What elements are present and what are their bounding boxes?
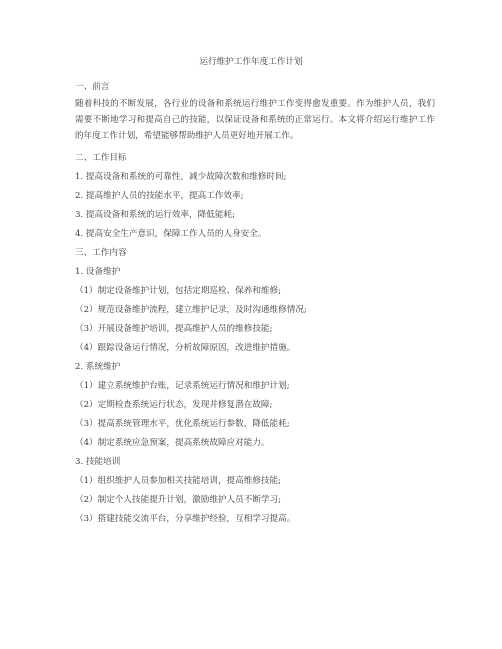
- preface-paragraph: 随着科技的不断发展，各行业的设备和系统运行维护工作变得愈发重要。作为维护人员，我们需要不断地学习和提高自己的技能，以保证设备和系统的正常运行。本文将介绍运行维护工作的年度工作计划，希望能够帮助维护人员更好地开展工作。: [75, 99, 435, 141]
- system-item: （3）提高系统管理水平，优化系统运行参数，降低能耗;: [75, 419, 290, 429]
- system-heading: 2. 系统维护: [75, 362, 121, 372]
- goal-item: 4. 提高安全生产意识，保障工作人员的人身安全。: [75, 229, 267, 239]
- equipment-item: （4）跟踪设备运行情况，分析故障原因，改进维护措施。: [75, 343, 296, 353]
- system-item: （2）定期检查系统运行状态，发现并修复潜在故障;: [75, 400, 273, 410]
- training-item: （2）制定个人技能提升计划，激励维护人员不断学习;: [75, 495, 282, 505]
- goal-item: 2. 提高维护人员的技能水平，提高工作效率;: [75, 191, 244, 201]
- training-item: （1）组织维护人员参加相关技能培训，提高维修技能;: [75, 476, 282, 486]
- goal-item: 1. 提高设备和系统的可靠性，减少故障次数和维修时间;: [75, 172, 287, 182]
- preface-heading: 一、前言: [75, 82, 110, 92]
- equipment-item: （2）规范设备维护流程，建立维护记录，及时沟通维修情况;: [75, 305, 307, 315]
- content-heading: 三、工作内容: [75, 248, 127, 258]
- system-item: （1）建立系统维护台账，记录系统运行情况和维护计划;: [75, 381, 290, 391]
- equipment-item: （3）开展设备维护培训，提高维护人员的维修技能;: [75, 324, 273, 334]
- equipment-item: （1）制定设备维护计划，包括定期巡检、保养和维修;: [75, 286, 282, 296]
- document-title: 运行维护工作年度工作计划: [199, 57, 303, 67]
- equipment-heading: 1. 设备维护: [75, 267, 121, 277]
- goals-heading: 二、工作目标: [75, 153, 127, 163]
- training-item: （3）搭建技能交流平台，分享维护经验，互相学习提高。: [75, 514, 296, 524]
- goal-item: 3. 提高设备和系统的运行效率，降低能耗;: [75, 210, 235, 220]
- training-heading: 3. 技能培训: [75, 457, 121, 467]
- system-item: （4）制定系统应急预案，提高系统故障应对能力。: [75, 438, 270, 448]
